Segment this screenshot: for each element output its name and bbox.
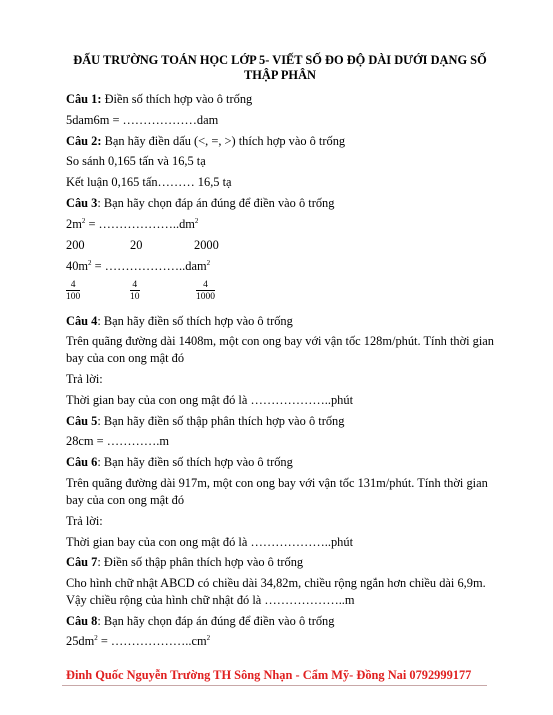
question-2-prompt: Bạn hãy điền dấu (<, =, >) thích hợp vào ô trống bbox=[101, 134, 346, 148]
question-4-heading bbox=[66, 314, 293, 329]
fraction-3-denominator: 1000 bbox=[196, 292, 215, 302]
question-2-label: Câu 2: bbox=[66, 134, 102, 148]
question-3-option-1: 200 bbox=[66, 238, 85, 252]
question-3-part-1-prefix: 2m bbox=[66, 217, 82, 231]
question-3-option-3: 2000 bbox=[194, 238, 219, 252]
question-3-prompt: : Bạn hãy chọn đáp án đúng để điền vào ô trống bbox=[97, 196, 335, 210]
page-footer: Đinh Quốc Nguyễn Trường TH Sông Nhạn - Cẩm Mỹ- Đồng Nai 0792999177 bbox=[66, 668, 472, 682]
question-5-label: Câu 5 bbox=[66, 414, 98, 428]
question-3-fraction-3 bbox=[196, 280, 215, 302]
question-5-line-1: 28cm = ………….m bbox=[66, 434, 170, 448]
fraction-1-numerator: 4 bbox=[66, 280, 80, 291]
question-6-heading bbox=[66, 455, 293, 470]
fraction-3-numerator: 4 bbox=[196, 280, 215, 291]
question-4-label: Câu 4 bbox=[66, 314, 98, 328]
question-4-answer-label: Trả lời: bbox=[66, 372, 103, 386]
question-3-part-2-exponent: 2 bbox=[88, 258, 92, 267]
question-6-problem: Trên quãng đường dài 917m, một con ong bay với vận tốc 131m/phút. Tính thời gian bay của con ong mật đó bbox=[66, 476, 488, 507]
question-3-part-1-blank: = ………………..dm bbox=[85, 217, 195, 231]
question-3-fraction-1 bbox=[66, 280, 80, 302]
question-4-prompt: : Bạn hãy điền số thích hợp vào ô trống bbox=[97, 314, 293, 328]
question-1-prompt: Điền số thích hợp vào ô trống bbox=[101, 92, 253, 106]
question-8-part-1-unit-exponent: 2 bbox=[206, 633, 211, 642]
question-7-problem: Cho hình chữ nhật ABCD có chiều dài 34,82m, chiều rộng ngắn hơn chiều dài 6,9m. Vậy chiều rộng của hình chữ nhật đó là ………………..m bbox=[66, 576, 486, 607]
fraction-2-denominator: 10 bbox=[130, 292, 140, 302]
question-5-heading bbox=[66, 414, 344, 429]
question-6-answer-label: Trả lời: bbox=[66, 514, 103, 528]
question-1-line-1: 5dam6m = ………………dam bbox=[66, 113, 219, 127]
question-3-part-1 bbox=[66, 217, 198, 232]
question-3-part-2-blank: = ………………..dam bbox=[91, 259, 207, 273]
question-3-part-1-exponent: 2 bbox=[81, 216, 86, 225]
question-8-part-1 bbox=[66, 634, 210, 649]
question-8-prompt: : Bạn hãy chọn đáp án đúng để điền vào ô trống bbox=[97, 614, 335, 628]
question-3-part-2 bbox=[66, 259, 210, 274]
question-3-label: Câu 3 bbox=[66, 196, 98, 210]
question-8-heading bbox=[66, 614, 334, 629]
question-5-prompt: : Bạn hãy điền số thập phân thích hợp vào ô trống bbox=[97, 414, 345, 428]
question-3-heading bbox=[66, 196, 334, 211]
question-6-prompt: : Bạn hãy điền số thích hợp vào ô trống bbox=[97, 455, 293, 469]
question-1-label: Câu 1: bbox=[66, 92, 102, 106]
question-4-answer-line: Thời gian bay của con ong mật đó là ………………..phút bbox=[66, 393, 354, 407]
question-7-label: Câu 7 bbox=[66, 555, 98, 569]
footer-divider bbox=[62, 685, 487, 686]
question-3-part-2-unit-exponent: 2 bbox=[206, 258, 211, 267]
question-8-label: Câu 8 bbox=[66, 614, 98, 628]
question-2-heading bbox=[66, 134, 345, 149]
question-8-part-1-blank: = ………………..cm bbox=[97, 634, 207, 648]
question-2-line-1: So sánh 0,165 tấn và 16,5 tạ bbox=[66, 154, 206, 168]
question-8-part-1-prefix: 25dm bbox=[66, 634, 95, 648]
fraction-2-numerator: 4 bbox=[130, 280, 140, 291]
question-7-heading bbox=[66, 555, 303, 570]
question-8-part-1-exponent: 2 bbox=[94, 633, 98, 642]
question-2-line-2: Kết luận 0,165 tấn……… 16,5 tạ bbox=[66, 175, 232, 189]
question-3-fraction-2 bbox=[130, 280, 140, 302]
question-7-prompt: : Điền số thập phân thích hợp vào ô trống bbox=[97, 555, 304, 569]
question-6-answer-line: Thời gian bay của con ong mật đó là ………………..phút bbox=[66, 535, 354, 549]
question-4-problem: Trên quãng đường dài 1408m, một con ong bay với vận tốc 128m/phút. Tính thời gian bay của con ong mật đó bbox=[66, 334, 495, 365]
question-3-part-1-unit-exponent: 2 bbox=[194, 216, 199, 225]
question-6-label: Câu 6 bbox=[66, 455, 98, 469]
question-3-part-2-prefix: 40m bbox=[66, 259, 89, 273]
question-3-option-2: 20 bbox=[130, 238, 143, 252]
question-1-heading bbox=[66, 92, 252, 107]
fraction-1-denominator: 100 bbox=[66, 292, 81, 302]
document-title: ĐẤU TRƯỜNG TOÁN HỌC LỚP 5- VIẾT SỐ ĐO ĐỘ DÀI DƯỚI DẠNG SỐ THẬP PHÂN bbox=[73, 53, 487, 82]
